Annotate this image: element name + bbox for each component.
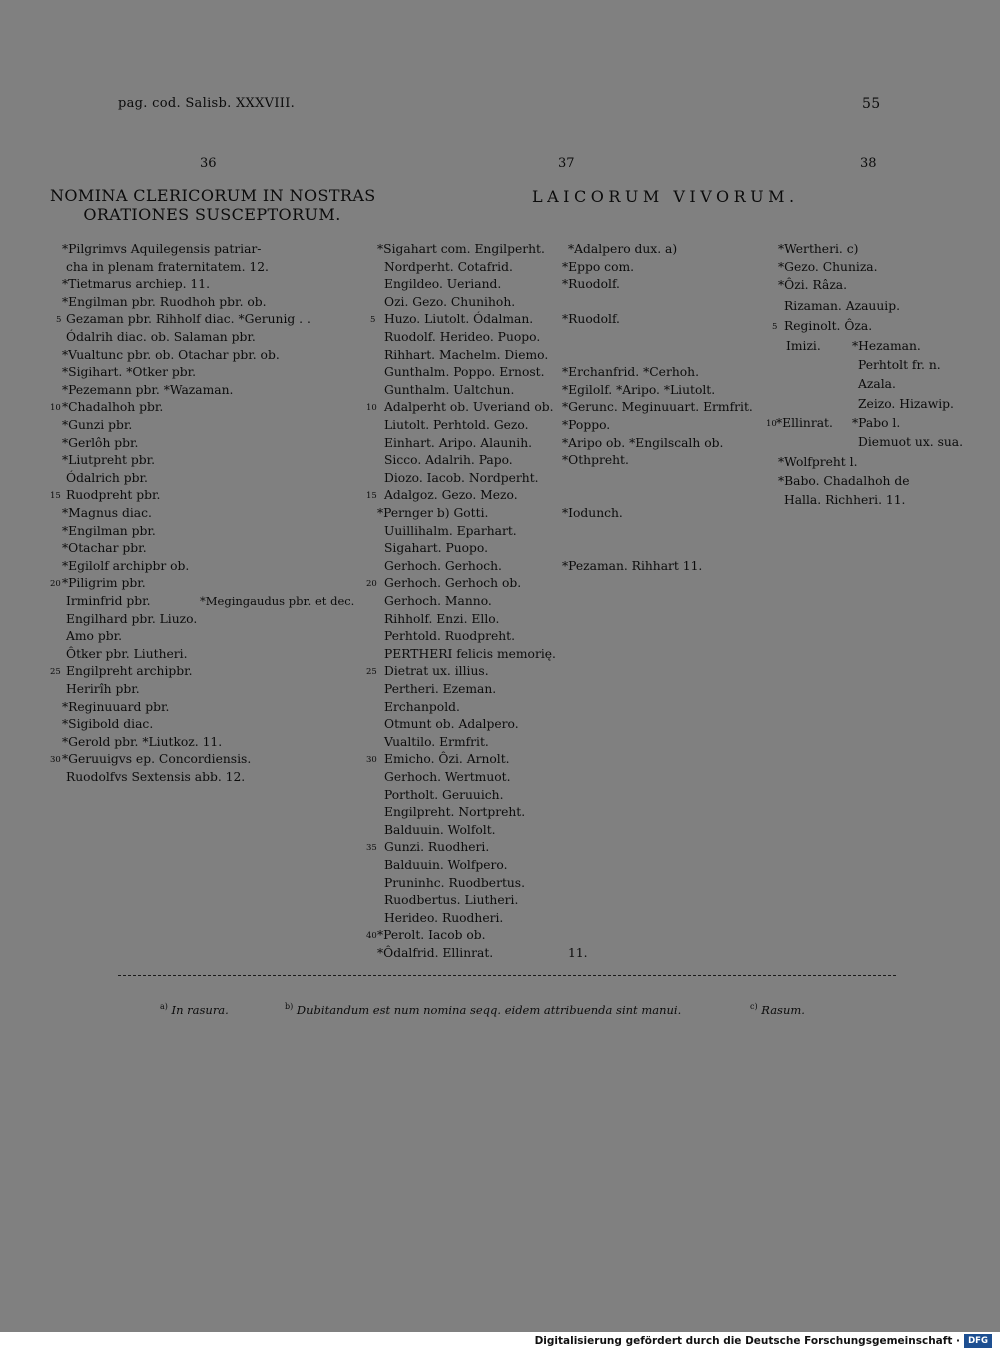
cleric-entry: Ruodolfvs Sextensis abb. 12.: [66, 770, 246, 784]
column-number-37: 37: [558, 156, 575, 171]
footnote-b-text: Dubitandum est num nomina seqq. eidem attribuenda sint manui.: [296, 1002, 682, 1017]
cleric-entry: *Reginuuard pbr.: [62, 699, 170, 714]
laity-entry: *Eppo com.: [562, 259, 635, 274]
laity-entry: *Ruodolf.: [562, 277, 620, 292]
laity-entry: *Babo. Chadalhoh de: [778, 474, 910, 488]
cleric-entry: Ódalrih diac. ob. Salaman pbr.: [66, 330, 256, 344]
footnote-b: [285, 1002, 681, 1017]
laity-entry: Adalgoz. Gezo. Mezo.: [384, 488, 518, 503]
laity-entry: Gerhoch. Gerhoch.: [384, 558, 502, 573]
cleric-entry: *Liutpreht pbr.: [62, 453, 156, 468]
laity-entry: Sicco. Adalrih. Papo.: [384, 453, 513, 468]
laity-entry: 11.: [568, 946, 588, 960]
laity-entry: *Pernger b) Gotti.: [377, 506, 489, 520]
laity-entry: Sigahart. Puopo.: [384, 541, 489, 556]
cleric-entry: *Chadalhoh pbr.: [62, 400, 164, 415]
laity-entry: Gunzi. Ruodheri.: [384, 840, 490, 855]
laity-entry: Gunthalm. Poppo. Ernost.: [384, 365, 545, 380]
laity-entry: *Ellinrat.: [776, 416, 833, 430]
column-number-36: 36: [200, 156, 217, 171]
cleric-entry: *Gerlôh pbr.: [62, 435, 139, 450]
cleric-entry: Engilhard pbr. Liuzo.: [66, 611, 198, 626]
cleric-entry: *Engilman pbr.: [62, 523, 156, 538]
cleric-entry: Herirîh pbr.: [66, 682, 140, 696]
laity-entry: *Pezaman. Rihhart 11.: [562, 558, 703, 573]
cleric-entry: *Sigihart. *Otker pbr.: [62, 365, 197, 380]
funding-banner: [0, 1332, 1000, 1352]
laity-entry: Ozi. Gezo. Chunihoh.: [384, 294, 516, 309]
footnote-c-text: Rasum.: [761, 1002, 805, 1017]
cleric-entry: cha in plenam fraternitatem. 12.: [66, 259, 269, 274]
cleric-entry: Gezaman pbr. Rihholf diac. *Gerunig . .: [66, 312, 311, 327]
laity-entry: Nordperht. Cotafrid.: [384, 259, 513, 274]
laity-entry: *Erchanfrid. *Cerhoh.: [562, 365, 699, 380]
laity-entry: *Wertheri. c): [778, 242, 859, 256]
laity-entry: Rihholf. Enzi. Ello.: [384, 611, 500, 626]
dfg-logo: DFG: [964, 1334, 992, 1348]
laity-entry: *Othpreht.: [562, 453, 629, 468]
laity-entry: Rihhart. Machelm. Diemo.: [384, 347, 549, 362]
line-marker: 15: [50, 491, 61, 502]
cleric-entry: Ôtker pbr. Liutheri.: [66, 646, 188, 661]
footnote-a: [160, 1002, 229, 1017]
laity-entry: Otmunt ob. Adalpero.: [384, 717, 519, 732]
footnote-c-mark: c): [750, 1002, 758, 1011]
laity-entry: *Iodunch.: [562, 506, 623, 520]
laity-entry: Uuillihalm. Eparhart.: [384, 523, 517, 538]
laity-entry: *Aripo ob. *Engilscalh ob.: [562, 435, 724, 450]
laity-entry: *Perolt. Iacob ob.: [377, 928, 486, 943]
line-marker: 25: [366, 667, 377, 678]
cleric-entry: *Magnus diac.: [62, 506, 152, 520]
cleric-entry: *Gerold pbr. *Liutkoz. 11.: [62, 734, 223, 749]
laity-entry: Huzo. Liutolt. Ódalman.: [384, 312, 534, 327]
line-marker: 40: [366, 931, 377, 942]
cleric-entry: Irminfrid pbr.: [66, 594, 151, 608]
laity-entry: Diemuot ux. sua.: [858, 435, 964, 449]
line-marker: 25: [50, 667, 61, 678]
laity-entry: Balduuin. Wolfolt.: [384, 822, 496, 837]
laity-entry: Engildeo. Ueriand.: [384, 277, 502, 292]
laity-entry: Emicho. Ôzi. Arnolt.: [384, 752, 510, 767]
cleric-entry: Engilpreht archipbr.: [66, 664, 193, 679]
cleric-entry: Ódalrich pbr.: [66, 470, 148, 485]
laity-entry: *Wolfpreht l.: [778, 455, 858, 469]
cleric-entry: *Pezemann pbr. *Wazaman.: [62, 382, 234, 397]
cleric-entry: *Pilgrimvs Aquilegensis patriar-: [62, 242, 262, 256]
laity-entry: Adalperht ob. Uveriand ob.: [384, 400, 554, 415]
laity-entry: *Ôdalfrid. Ellinrat.: [377, 946, 494, 960]
footnote-a-mark: a): [160, 1002, 168, 1011]
laity-title: LAICORUM VIVORUM.: [532, 187, 799, 206]
laity-entry: *Gerunc. Meginuuart. Ermfrit.: [562, 400, 753, 415]
laity-entry: Einhart. Aripo. Alaunih.: [384, 435, 533, 450]
clerics-title: [50, 186, 374, 224]
laity-entry: Erchanpold.: [384, 699, 460, 714]
laity-entry: Vualtilo. Ermfrit.: [384, 734, 489, 749]
laity-entry: Ruodbertus. Liutheri.: [384, 893, 519, 908]
funding-text: Digitalisierung gefördert durch die Deutsche Forschungsgemeinschaft ·: [534, 1335, 960, 1347]
laity-entry: *Pabo l.: [852, 416, 901, 430]
laity-entry: Ruodolf. Herideo. Puopo.: [384, 330, 541, 344]
laity-entry: Rizaman. Azauuip.: [784, 299, 900, 313]
line-marker: 10: [50, 403, 61, 414]
laity-entry: Imizi.: [786, 339, 821, 353]
line-marker: 30: [50, 755, 61, 766]
laity-entry: Liutolt. Perhtold. Gezo.: [384, 418, 529, 432]
cleric-entry: *Vualtunc pbr. ob. Otachar pbr. ob.: [62, 347, 280, 362]
laity-entry: *Egilolf. *Aripo. *Liutolt.: [562, 382, 716, 397]
page-number: 55: [862, 96, 881, 112]
laity-entry: Perhtolt fr. n.: [858, 358, 941, 372]
line-marker: 5: [370, 315, 376, 326]
clerics-title-line2: ORATIONES SUSCEPTORUM.: [83, 205, 341, 224]
laity-entry: Dietrat ux. illius.: [384, 664, 489, 679]
laity-entry: *Gezo. Chuniza.: [778, 260, 878, 274]
footnote-b-mark: b): [285, 1002, 294, 1011]
laity-entry: *Hezaman.: [852, 339, 921, 353]
laity-entry: *Poppo.: [562, 418, 611, 432]
line-marker: 30: [366, 755, 377, 766]
footnote-separator: [118, 975, 896, 976]
laity-entry: Gerhoch. Gerhoch ob.: [384, 576, 522, 591]
cleric-entry: *Egilolf archipbr ob.: [62, 558, 190, 573]
line-marker: 35: [366, 843, 377, 854]
laity-entry: Gunthalm. Ualtchun.: [384, 382, 515, 397]
line-marker: 10: [366, 403, 377, 414]
footnote-a-text: In rasura.: [171, 1002, 229, 1017]
laity-entry: Reginolt. Ôza.: [784, 319, 873, 333]
laity-entry: Herideo. Ruodheri.: [384, 910, 504, 925]
column-number-38: 38: [860, 156, 877, 171]
laity-entry: Zeizo. Hizawip.: [858, 397, 954, 411]
cleric-entry: *Tietmarus archiep. 11.: [62, 277, 210, 292]
laity-entry: *Ôzi. Râza.: [778, 278, 848, 292]
laity-entry: *Ruodolf.: [562, 312, 620, 327]
line-marker: 5: [772, 322, 778, 332]
cleric-entry: *Otachar pbr.: [62, 541, 147, 556]
line-marker: 10: [766, 419, 777, 429]
laity-entry: Engilpreht. Nortpreht.: [384, 805, 526, 820]
cleric-entry: *Engilman pbr. Ruodhoh pbr. ob.: [62, 294, 267, 309]
laity-entry: Balduuin. Wolfpero.: [384, 858, 508, 872]
laity-entry: Gerhoch. Wertmuot.: [384, 770, 511, 784]
laity-entry: Gerhoch. Manno.: [384, 594, 492, 608]
cleric-entry: *Piligrim pbr.: [62, 576, 146, 591]
marginal-entry: *Megingaudus pbr. et dec.: [200, 594, 355, 608]
cleric-entry: *Gunzi pbr.: [62, 418, 133, 432]
laity-entry: Diozo. Iacob. Nordperht.: [384, 470, 539, 485]
laity-entry: Portholt. Geruuich.: [384, 787, 504, 802]
cleric-entry: Amo pbr.: [66, 629, 123, 644]
laity-entry: Perhtold. Ruodpreht.: [384, 629, 516, 644]
cleric-entry: Ruodpreht pbr.: [66, 488, 161, 503]
laity-entry: Pertheri. Ezeman.: [384, 682, 497, 696]
clerics-title-line1: NOMINA CLERICORUM IN NOSTRAS: [50, 186, 376, 205]
laity-entry: Pruninhc. Ruodbertus.: [384, 875, 526, 890]
laity-entry: *Adalpero dux. a): [568, 242, 678, 256]
cleric-entry: *Sigibold diac.: [62, 717, 154, 732]
laity-entry: Halla. Richheri. 11.: [784, 493, 906, 507]
line-marker: 20: [50, 579, 61, 590]
cleric-entry: *Geruuigvs ep. Concordiensis.: [62, 752, 252, 767]
laity-entry: Azala.: [858, 377, 896, 391]
line-marker: 20: [366, 579, 377, 590]
line-marker: 5: [56, 315, 62, 326]
page-reference: pag. cod. Salisb. XXXVIII.: [118, 96, 296, 111]
line-marker: 15: [366, 491, 377, 502]
laity-entry: PERTHERI felicis memorię.: [384, 646, 556, 661]
laity-entry: *Sigahart com. Engilperht.: [377, 242, 545, 256]
footnote-c: [750, 1002, 805, 1017]
